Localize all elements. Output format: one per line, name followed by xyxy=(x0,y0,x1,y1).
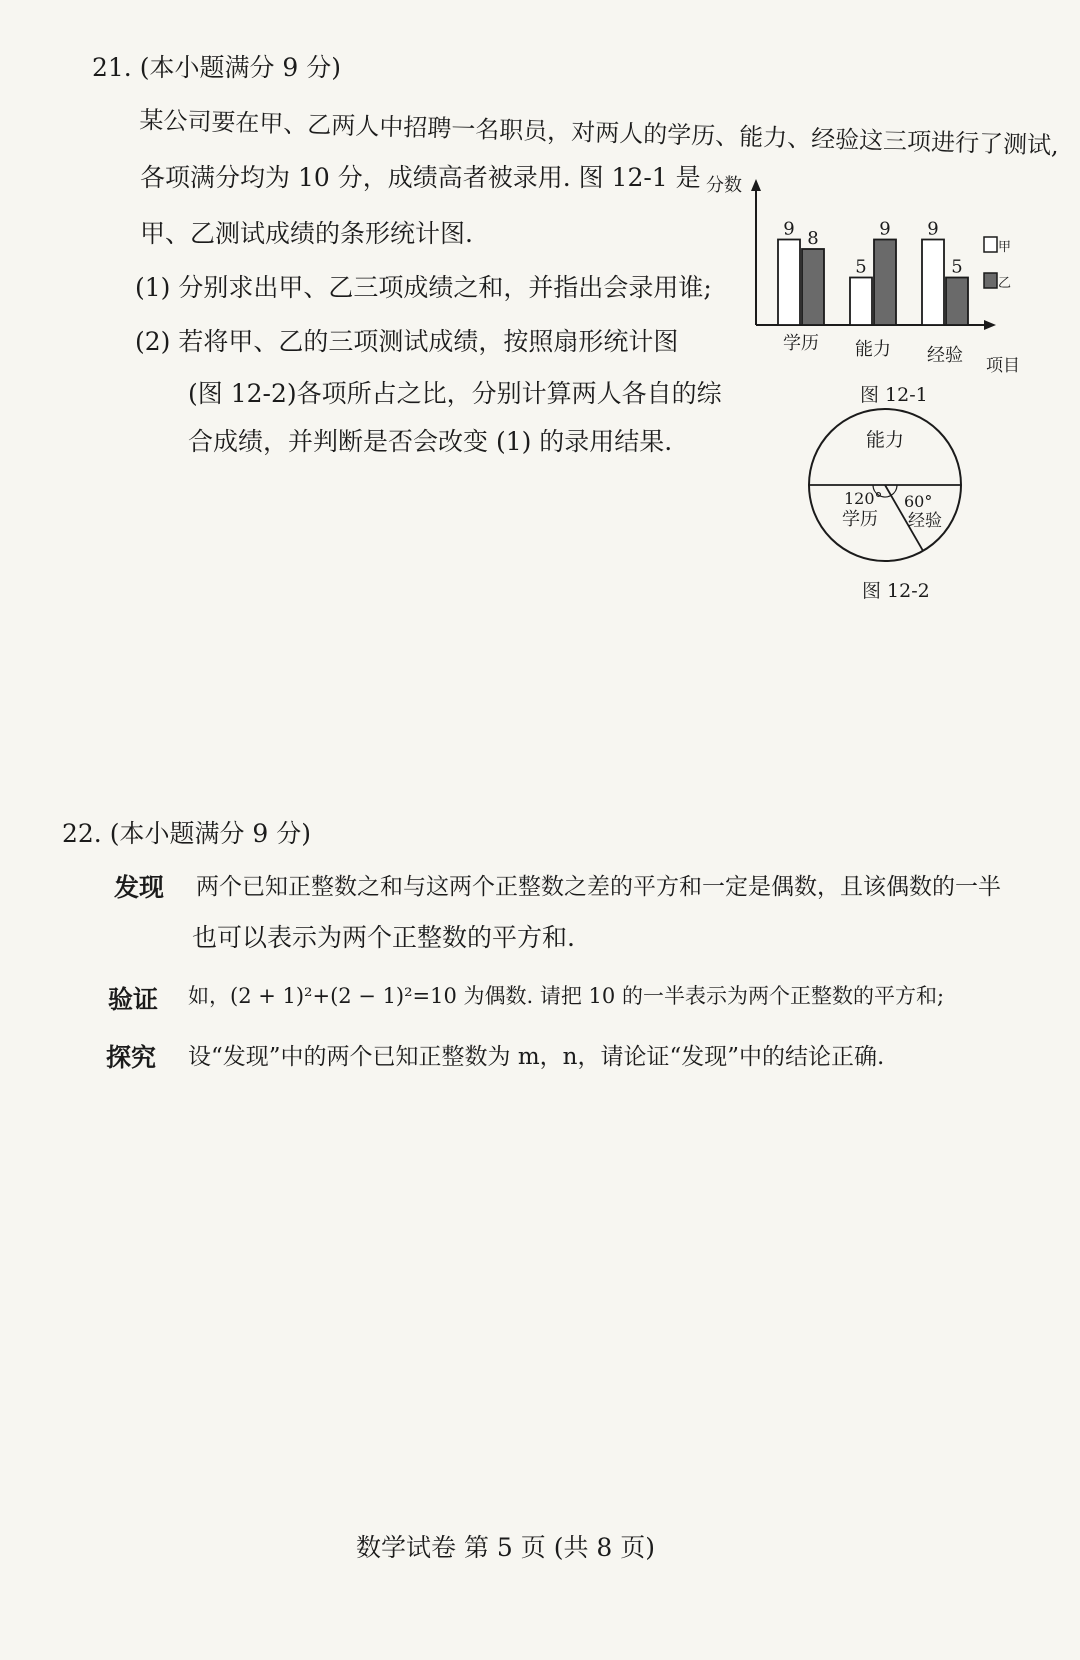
bar-chart xyxy=(706,175,1028,400)
bar-value-label: 9 xyxy=(927,218,939,240)
bar-value-label: 9 xyxy=(879,218,891,240)
bar-jia-0 xyxy=(778,240,800,326)
q21-line-6: (图 12-2)各项所占之比，分别计算两人各自的综 xyxy=(188,379,722,408)
q21-line-3: 甲、乙测试成绩的条形统计图. xyxy=(140,219,473,248)
bar-yi-0 xyxy=(802,249,824,325)
verify-text: 如，(2 + 1)²+(2 − 1)²=10 为偶数. 请把 10 的一半表示为两个正整数的平方和; xyxy=(188,984,945,1008)
legend-swatch-yi xyxy=(984,273,997,288)
bar-value-label: 5 xyxy=(951,256,963,278)
discover-label: 发现 xyxy=(114,873,165,902)
explore-text: 设“发现”中的两个已知正整数为 m，n，请论证“发现”中的结论正确. xyxy=(188,1044,885,1070)
q21-line-7: 合成绩，并判断是否会改变 (1) 的录用结果. xyxy=(188,427,673,456)
bar-value-label: 8 xyxy=(807,228,819,249)
category-label: 能力 xyxy=(855,339,891,360)
bar-jia-2 xyxy=(922,240,944,326)
category-label: 经验 xyxy=(927,345,963,366)
y-axis-label: 分数 xyxy=(706,175,742,196)
q21-line-1: 某公司要在甲、乙两人中招聘一名职员，对两人的学历、能力、经验这三项进行了测试, xyxy=(139,105,1060,160)
bar-jia-1 xyxy=(850,278,872,326)
legend-swatch-jia xyxy=(984,237,997,252)
pie-angle-experience: 60° xyxy=(904,492,933,511)
verify-label: 验证 xyxy=(108,985,159,1014)
pie-label-ability: 能力 xyxy=(866,429,905,451)
page-footer: 数学试卷 第 5 页 (共 8 页) xyxy=(356,1533,655,1562)
pie-angle-education: 120° xyxy=(844,489,883,508)
discover-line-2: 也可以表示为两个正整数的平方和. xyxy=(192,923,575,952)
x-axis-arrow xyxy=(984,320,996,330)
q22-heading: 22. (本小题满分 9 分) xyxy=(62,819,312,848)
legend-label-yi: 乙 xyxy=(998,276,1012,291)
bar-value-label: 5 xyxy=(855,256,867,278)
q21-line-5: (2) 若将甲、乙的三项测试成绩，按照扇形统计图 xyxy=(135,327,679,356)
fig-12-2-caption: 图 12-2 xyxy=(862,580,930,602)
fig-12-1-caption: 图 12-1 xyxy=(860,384,928,406)
category-label: 学历 xyxy=(783,333,819,354)
bar-yi-2 xyxy=(946,278,968,326)
pie-chart xyxy=(800,400,970,570)
legend-label-jia: 甲 xyxy=(998,240,1012,255)
explore-label: 探究 xyxy=(106,1043,157,1072)
q21-line-4: (1) 分别求出甲、乙三项成绩之和，并指出会录用谁; xyxy=(135,273,712,302)
pie-label-experience: 经验 xyxy=(908,511,942,531)
discover-line-1: 两个已知正整数之和与这两个正整数之差的平方和一定是偶数，且该偶数的一半 xyxy=(196,874,1001,900)
bar-yi-1 xyxy=(874,240,896,326)
y-axis-arrow xyxy=(751,179,761,191)
q21-line-2: 各项满分均为 10 分，成绩高者被录用. 图 12-1 是 xyxy=(140,163,701,192)
pie-label-education: 学历 xyxy=(842,509,878,530)
x-axis-label: 项目 xyxy=(986,356,1020,376)
bar-value-label: 9 xyxy=(783,218,795,240)
q21-heading: 21. (本小题满分 9 分) xyxy=(92,53,342,82)
